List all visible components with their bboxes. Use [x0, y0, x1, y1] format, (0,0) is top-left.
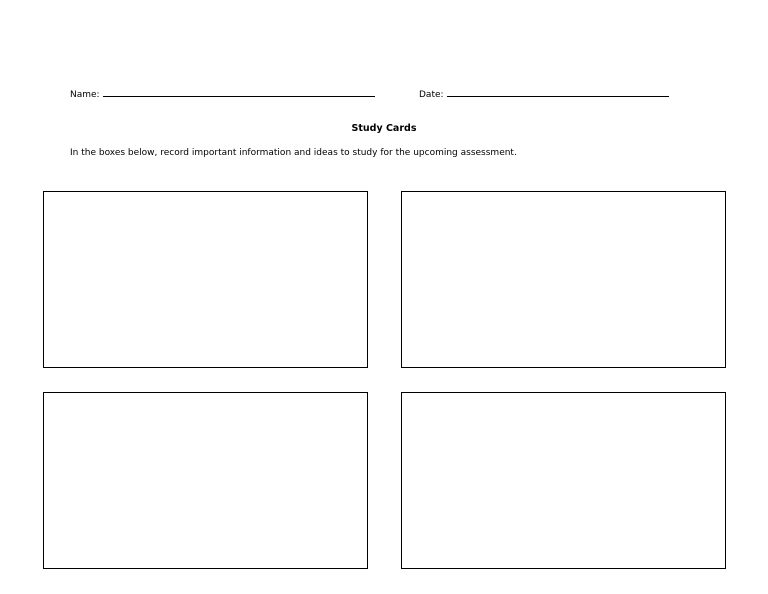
date-blank-line[interactable] [447, 87, 669, 97]
name-blank-line[interactable] [103, 87, 375, 97]
date-field [419, 87, 669, 101]
study-card-4[interactable] [401, 392, 726, 569]
page-title: Study Cards [351, 123, 417, 134]
study-card-1[interactable] [43, 191, 368, 368]
study-card-2[interactable] [401, 191, 726, 368]
name-label: Name: [70, 90, 100, 100]
name-field [70, 87, 375, 101]
study-card-3[interactable] [43, 392, 368, 569]
date-label: Date: [419, 90, 444, 100]
instructions-text: In the boxes below, record important information and ideas to study for the upcoming assessment. [70, 148, 517, 158]
